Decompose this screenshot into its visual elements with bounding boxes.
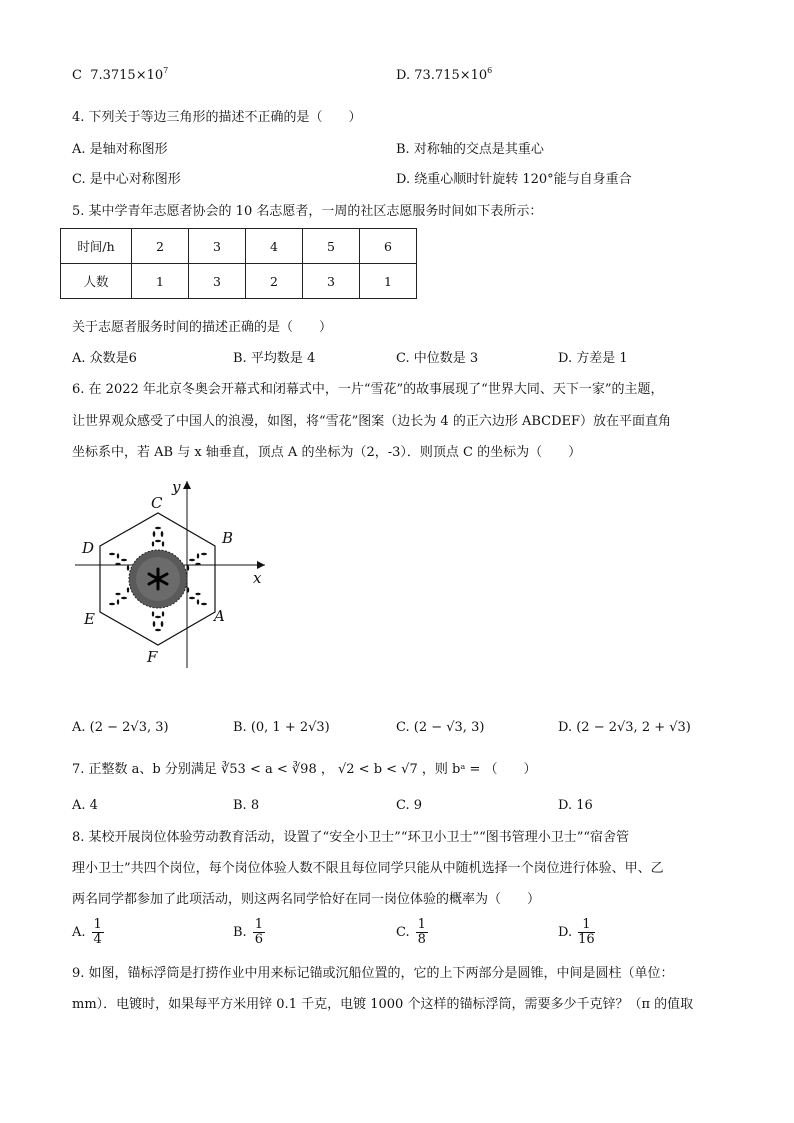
fraction: $\frac{1}{6}$ (254, 917, 263, 947)
q6-line3: 坐标系中，若 AB 与 x 轴垂直，顶点 A 的坐标为（2，-3）．则顶点 C 的坐标为（ ） (72, 445, 582, 460)
q6-option-d: D. (2 − 2√3, 2 + √3) (558, 720, 691, 735)
q6-option-c: C. (2 − √3, 3) (396, 720, 485, 735)
q8-option-b: B. $\frac{1}{6}$ (233, 917, 263, 947)
table-cell: 2 (132, 229, 189, 264)
q7-option-d: D. 16 (558, 798, 593, 813)
fraction: $\frac{1}{4}$ (93, 917, 102, 947)
q4-option-d: D. 绕重心顺时针旋转 120°能与自身重合 (396, 172, 632, 187)
label-b: B (222, 529, 234, 547)
table-cell: 1 (132, 264, 189, 299)
label-d: D (82, 539, 95, 557)
label-c: C (151, 494, 163, 512)
table-row (61, 264, 417, 299)
q3-option-c: C $7.3715\times 10^7$ (72, 66, 169, 83)
label-e: E (84, 610, 95, 628)
q8-option-d: D. $\frac{1}{16}$ (558, 917, 595, 947)
fraction: $\frac{1}{16}$ (578, 917, 595, 947)
x-axis-arrow (257, 561, 265, 569)
q5-option-a: A. 众数是6 (72, 351, 137, 366)
table-cell: 6 (360, 229, 417, 264)
label-a: A (214, 607, 225, 625)
table-cell: 人数 (61, 264, 132, 299)
q8-option-a: A. $\frac{1}{4}$ (72, 917, 102, 947)
table-cell: 3 (189, 264, 246, 299)
q8-line1: 8. 某校开展岗位体验劳动教育活动，设置了“安全小卫士”“环卫小卫士”“图书管理小卫士”“宿舍管 (72, 830, 630, 845)
y-axis-arrow (183, 481, 191, 489)
q7-option-b: B. 8 (233, 798, 260, 813)
table-cell: 1 (360, 264, 417, 299)
q5-option-b: B. 平均数是 4 (233, 351, 316, 366)
q4-stem: 4. 下列关于等边三角形的描述不正确的是（ ） (72, 110, 362, 125)
q6-option-a: A. (2 − 2√3, 3) (72, 720, 169, 735)
q7-stem: 7. 正整数 a、b 分别满足 ∛53 < a < ∛98 ， √2 < b < √7 ，则 bᵃ = （ ） (72, 762, 537, 777)
q4-option-a: A. 是轴对称图形 (72, 142, 168, 157)
label-x: x (253, 569, 262, 587)
snowflake-hexagon-figure (70, 476, 280, 676)
q8-option-c: C. $\frac{1}{8}$ (396, 917, 426, 947)
q9-line1: 9. 如图，锚标浮筒是打捞作业中用来标记锚或沉船位置的，它的上下两部分是圆锥，中间是圆柱（单位： (72, 966, 674, 981)
q5-option-c: C. 中位数是 3 (396, 351, 479, 366)
q6-option-b: B. (0, 1 + 2√3) (233, 720, 330, 735)
q4-option-b: B. 对称轴的交点是其重心 (396, 142, 544, 157)
q5-table (60, 228, 417, 299)
table-cell: 5 (303, 229, 360, 264)
table-cell: 3 (303, 264, 360, 299)
q8-line3: 两名同学都参加了此项活动，则这两名同学恰好在同一岗位体验的概率为（ ） (72, 892, 541, 907)
q5-question: 关于志愿者服务时间的描述正确的是（ ） (72, 320, 333, 335)
q3-option-d: D. $73.715\times 10^6$ (396, 66, 493, 83)
q9-line2: mm）．电镀时，如果每平方米用锌 0.1 千克，电镀 1000 个这样的锚标浮筒，需要多少千克锌？（π 的值取 (72, 997, 694, 1012)
q5-stem: 5. 某中学青年志愿者协会的 10 名志愿者，一周的社区志愿服务时间如下表所示： (72, 204, 543, 219)
q8-line2: 理小卫士”共四个岗位，每个岗位体验人数不限且每位同学只能从中随机选择一个岗位进行体验、甲、乙 (72, 861, 664, 876)
table-cell: 4 (246, 229, 303, 264)
table-row (61, 229, 417, 264)
label-y: y (172, 478, 181, 496)
q4-option-c: C. 是中心对称图形 (72, 172, 181, 187)
table-cell: 时间/h (61, 229, 132, 264)
q6-line2: 让世界观众感受了中国人的浪漫，如图，将“雪花”图案（边长为 4 的正六边形 ABCDEF）放在平面直角 (72, 414, 672, 429)
label-f: F (147, 648, 158, 666)
table-cell: 2 (246, 264, 303, 299)
q7-option-c: C. 9 (396, 798, 423, 813)
fraction: $\frac{1}{8}$ (417, 917, 426, 947)
table-cell: 3 (189, 229, 246, 264)
q7-option-a: A. 4 (72, 798, 98, 813)
q6-line1: 6. 在 2022 年北京冬奥会开幕式和闭幕式中，一片“雪花”的故事展现了“世界大同、天下一家”的主题， (72, 382, 664, 397)
q5-option-d: D. 方差是 1 (558, 351, 628, 366)
